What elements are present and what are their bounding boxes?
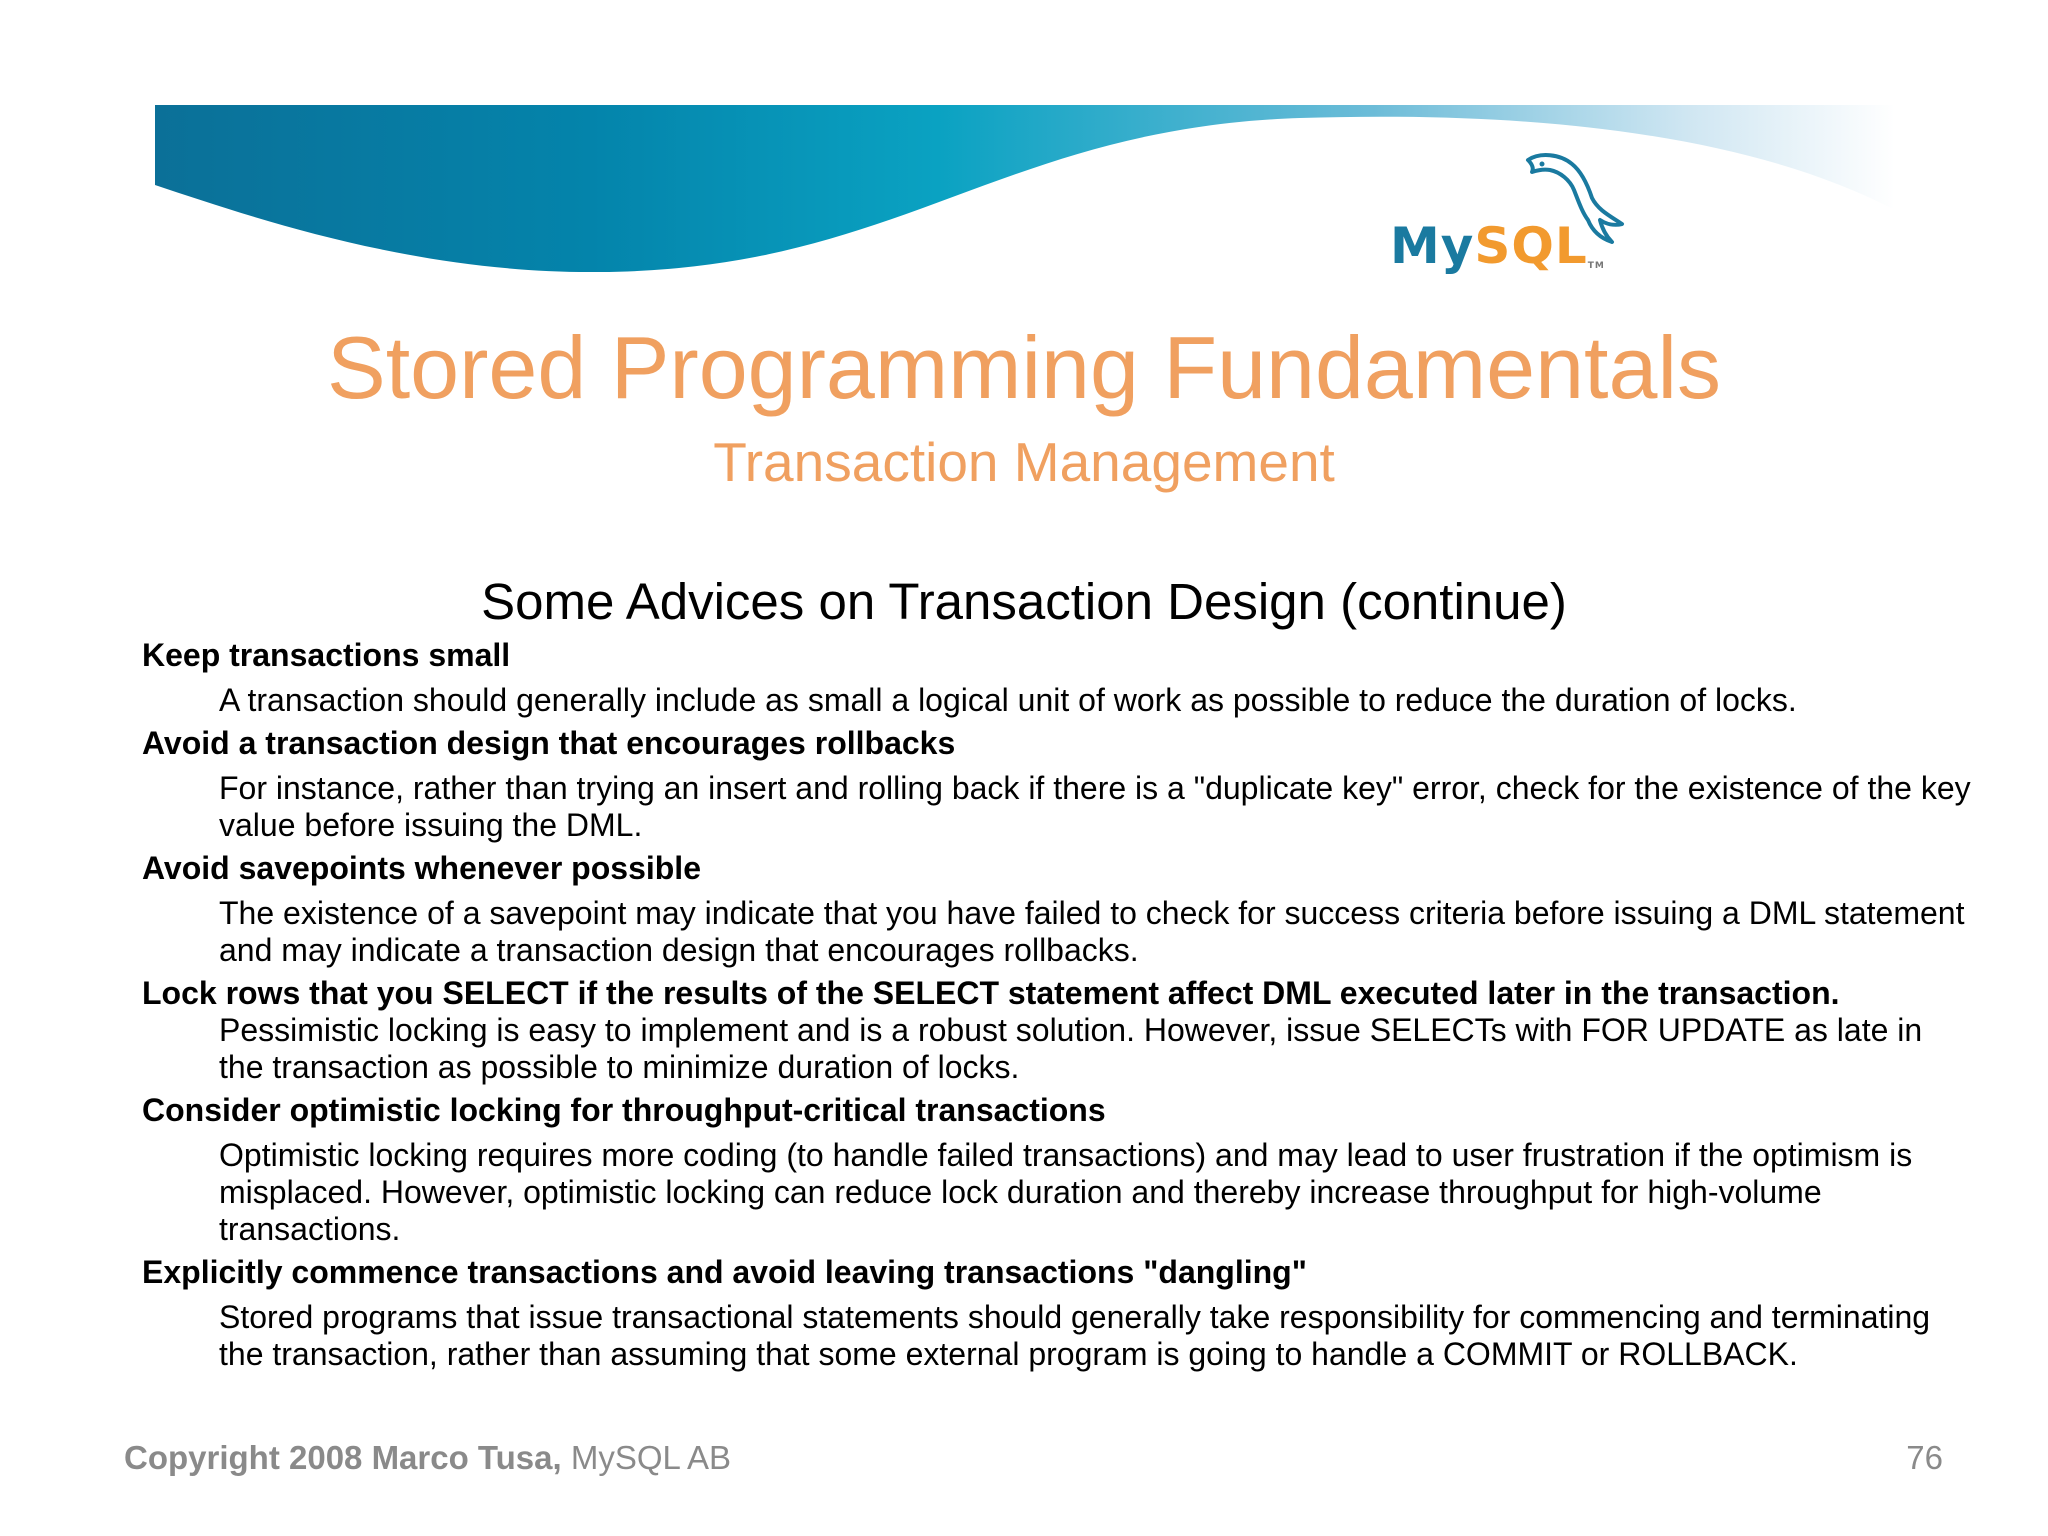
logo-text-my: My	[1390, 217, 1475, 275]
advice-heading: Lock rows that you SELECT if the results of the SELECT statement affect DML executed later in the transaction.	[142, 975, 1840, 1011]
logo-text-sql: SQL	[1474, 217, 1588, 275]
advice-body: For instance, rather than trying an insert and rolling back if there is a "duplicate key" error, check for the existence of the key value before issuing the DML.	[219, 770, 1971, 843]
footer-copyright	[124, 1438, 731, 1478]
advice-heading: Avoid a transaction design that encourages rollbacks	[142, 725, 956, 761]
advice-heading: Avoid savepoints whenever possible	[142, 850, 701, 886]
advice-heading: Consider optimistic locking for throughput-critical transactions	[142, 1092, 1106, 1128]
slide-title: Stored Programming Fundamentals	[327, 318, 1721, 417]
advice-body: A transaction should generally include as small a logical unit of work as possible to reduce the duration of locks.	[219, 682, 1797, 718]
advice-heading: Explicitly commence transactions and avoid leaving transactions "dangling"	[142, 1254, 1307, 1290]
advice-body: Pessimistic locking is easy to implement and is a robust solution. However, issue SELECTs with FOR UPDATE as late in the transaction as possible to minimize duration of locks.	[219, 1012, 1923, 1085]
company-text: MySQL AB	[561, 1439, 732, 1476]
advice-heading: Keep transactions small	[142, 637, 511, 673]
advice-list	[142, 637, 1972, 1379]
advice-body: Stored programs that issue transactional statements should generally take responsibility for commencing and terminating the transaction, rather than assuming that some external program is going to handle a COMMIT or ROLLBACK.	[219, 1299, 1931, 1372]
advice-body: Optimistic locking requires more coding (to handle failed transactions) and may lead to user frustration if the optimism is misplaced. However, optimistic locking can reduce lock duration and thereby increase throughput for high-volume transactions.	[219, 1137, 1913, 1247]
logo-trademark: TM	[1587, 261, 1605, 271]
page-number: 76	[1906, 1439, 1943, 1476]
header-banner	[0, 0, 2048, 300]
section-heading: Some Advices on Transaction Design (continue)	[481, 573, 1567, 630]
copyright-text: Copyright 2008 Marco Tusa,	[124, 1439, 562, 1476]
advice-body: The existence of a savepoint may indicate that you have failed to check for success criteria before issuing a DML statement and may indicate a transaction design that encourages rollbacks.	[219, 895, 1965, 968]
advice-inline-item	[142, 975, 1972, 1086]
mysql-logo	[1390, 150, 1650, 280]
slide-subtitle: Transaction Management	[713, 431, 1335, 493]
